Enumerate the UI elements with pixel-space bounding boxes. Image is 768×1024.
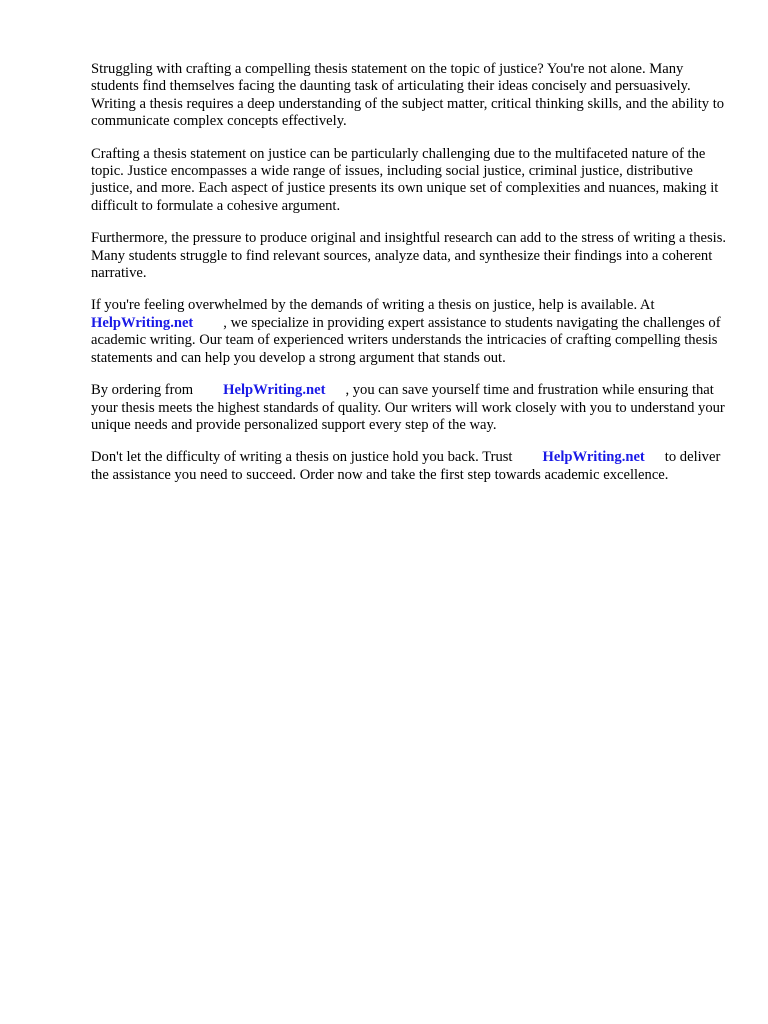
paragraph-help-available-text-after: , we specialize in providing expert assistance to students navigating the challenges of academic writing. Our team of experienced writers understands the intricacies of crafting compelling thesis statements and can help you develop a strong argument that stands out. [91, 314, 721, 366]
paragraph-call-to-action-text-after: to deliver the assistance you need to succeed. Order now and take the first step towards academic excellence. [91, 449, 721, 483]
helpwriting-link-2[interactable]: HelpWriting.net [223, 382, 326, 399]
paragraph-call-to-action-text-before: Don't let the difficulty of writing a thesis on justice hold you back. Trust [91, 449, 513, 466]
paragraph-intro [91, 61, 731, 131]
helpwriting-link-3[interactable]: HelpWriting.net [542, 449, 645, 466]
paragraph-pressure [91, 230, 731, 282]
paragraph-challenges-text: Crafting a thesis statement on justice can be particularly challenging due to the multifaceted nature of the topic. Justice encompasses a wide range of issues, including social justice, criminal justice, distributive justice, and more. Each aspect of justice presents its own unique set of complexities and nuances, making it difficult to formulate a cohesive argument. [91, 145, 719, 214]
paragraph-challenges [91, 146, 731, 216]
paragraph-ordering [91, 382, 731, 434]
paragraph-help-available [91, 297, 731, 367]
paragraph-intro-text: Struggling with crafting a compelling thesis statement on the topic of justice? You're not alone. Many students find themselves facing the daunting task of articulating their ideas concisely and persuasively. Writing a thesis requires a deep understanding of the subject matter, critical thinking skills, and the ability to communicate complex concepts effectively. [91, 61, 725, 130]
paragraph-call-to-action [91, 449, 731, 484]
paragraph-help-available-text-before: If you're feeling overwhelmed by the demands of writing a thesis on justice, help is available. At [91, 297, 655, 314]
paragraph-pressure-text: Furthermore, the pressure to produce original and insightful research can add to the stress of writing a thesis. Many students struggle to find relevant sources, analyze data, and synthesize their findings into a coherent narrative. [91, 230, 727, 282]
paragraph-ordering-text-after: , you can save yourself time and frustration while ensuring that your thesis meets the highest standards of quality. Our writers will work closely with you to understand your unique needs and provide personalized support every step of the way. [91, 382, 725, 433]
helpwriting-link-1[interactable]: HelpWriting.net [91, 314, 194, 331]
paragraph-ordering-text-before: By ordering from [91, 382, 194, 399]
document-body [91, 61, 731, 499]
